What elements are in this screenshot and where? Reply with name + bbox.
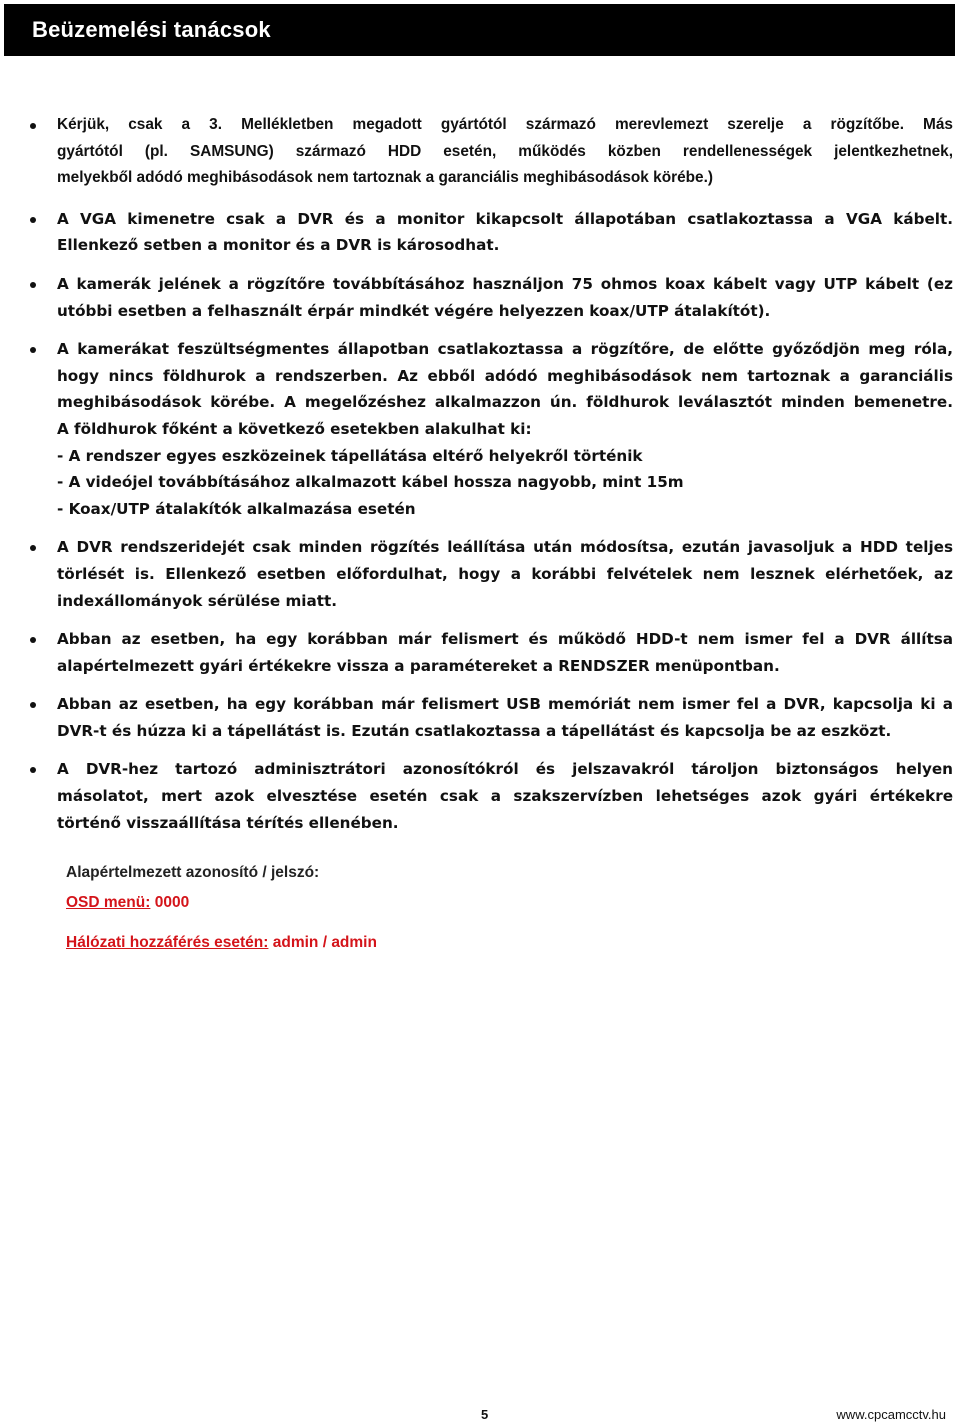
list-item	[0, 336, 960, 522]
list-item-text	[57, 271, 953, 324]
page-title: Beüzemelési tanácsok	[32, 17, 271, 42]
network-label: Hálózati hozzáférés esetén:	[66, 934, 269, 951]
list-item	[0, 626, 960, 679]
bullet-icon	[30, 637, 36, 643]
text-line: törlését is. Ellenkező esetben előfordulhat, hogy a korábbi felvételek nem lesznek elérhetőek, az	[57, 564, 953, 583]
text-line: Ellenkező setben a monitor és a DVR is károsodhat.	[57, 236, 500, 255]
text-line: Kérjük, csak a 3. Mellékletben megadott gyártótól származó merevlemezt szerelje a rögzítőbe. Más	[57, 116, 953, 133]
text-line: hogy nincs földhurok a rendszerben. Az ebből adódó meghibásodások nem tartoznak a garanciális	[57, 366, 953, 385]
title-bar	[4, 4, 955, 56]
bullet-icon	[30, 282, 36, 288]
list-item-text	[57, 756, 953, 836]
network-value: admin / admin	[272, 934, 377, 951]
osd-value: 0000	[154, 894, 190, 911]
text-line: Abban az esetben, ha egy korábban már felismert és működő HDD-t nem ismer fel a DVR állítsa	[57, 630, 953, 649]
list-item	[0, 691, 960, 744]
network-credential	[66, 934, 377, 952]
bullet-icon	[30, 767, 36, 773]
list-item-text	[57, 112, 953, 192]
credentials-heading: Alapértelmezett azonosító / jelszó:	[66, 864, 320, 881]
list-item-text	[57, 691, 953, 744]
list-item-text	[57, 336, 953, 522]
text-line: A DVR rendszeridejét csak minden rögzítés leállítása után módosítsa, ezután javasoljuk a HDD teljes	[57, 538, 953, 557]
osd-label: OSD menü:	[66, 894, 151, 911]
text-line: gyártótól (pl. SAMSUNG) származó HDD esetén, működés közben rendellenességek jelentkezhetnek,	[57, 142, 953, 160]
text-line: indexállományok sérülése miatt.	[57, 591, 338, 610]
list-item	[0, 206, 960, 259]
text-line: melyekből adódó meghibásodások nem tartoznak a garanciális meghibásodások körébe.)	[57, 169, 714, 187]
text-line: DVR-t és húzza ki a tápellátást is. Ezután csatlakoztassa a tápellátást és kapcsolja be az eszközt.	[57, 721, 892, 740]
text-line: A kamerákat feszültségmentes állapotban csatlakoztassa a rögzítőre, de előtte győződjön meg róla,	[57, 340, 953, 359]
text-line: - Koax/UTP átalakítók alkalmazása esetén	[57, 499, 416, 518]
osd-credential	[66, 894, 377, 934]
page-number: 5	[481, 1407, 489, 1422]
text-line: Abban az esetben, ha egy korábban már felismert USB memóriát nem ismer fel a DVR, kapcsolja ki a	[57, 695, 953, 714]
tips-list	[0, 112, 960, 848]
text-line: A VGA kimenetre csak a DVR és a monitor kikapcsolt állapotában csatlakoztassa a VGA kábelt.	[57, 209, 953, 228]
bullet-icon	[30, 347, 36, 353]
text-line: meghibásodások körébe. A megelőzéshez alkalmazzon ún. földhurok leválasztót minden bemenetre.	[57, 393, 953, 412]
list-item	[0, 534, 960, 614]
text-line: A földhurok főként a következő esetekben alakulhat ki:	[57, 419, 532, 438]
text-line: - A videójel továbbításához alkalmazott kábel hossza nagyobb, mint 15m	[57, 473, 684, 492]
list-item	[0, 756, 960, 836]
text-line: történő visszaállítása térítés ellenében.	[57, 813, 399, 832]
text-line: alapértelmezett gyári értékekre vissza a paramétereket a RENDSZER menüpontban.	[57, 656, 780, 675]
footer-website: www.cpcamcctv.hu	[836, 1407, 946, 1422]
bullet-icon	[30, 217, 36, 223]
bullet-icon	[30, 123, 36, 129]
list-item-text	[57, 626, 953, 679]
default-credentials	[66, 864, 377, 952]
text-line: - A rendszer egyes eszközeinek tápellátása eltérő helyekről történik	[57, 446, 643, 465]
list-item-text	[57, 206, 953, 259]
list-item	[0, 271, 960, 324]
text-line: A DVR-hez tartozó adminisztrátori azonosítókról és jelszavakról tároljon biztonságos helyen	[57, 760, 953, 779]
text-line: utóbbi esetben a felhasznált érpár mindkét végére helyezzen koax/UTP átalakítót).	[57, 301, 771, 320]
text-line: A kamerák jelének a rögzítőre továbbításához használjon 75 ohmos koax kábelt vagy UTP kábelt (ez	[57, 274, 953, 293]
bullet-icon	[30, 702, 36, 708]
list-item	[0, 112, 960, 192]
list-item-text	[57, 534, 953, 614]
bullet-icon	[30, 545, 36, 551]
text-line: másolatot, mert azok elvesztése esetén csak a szakszervízben lehetséges azok gyári értékekre	[57, 787, 953, 806]
